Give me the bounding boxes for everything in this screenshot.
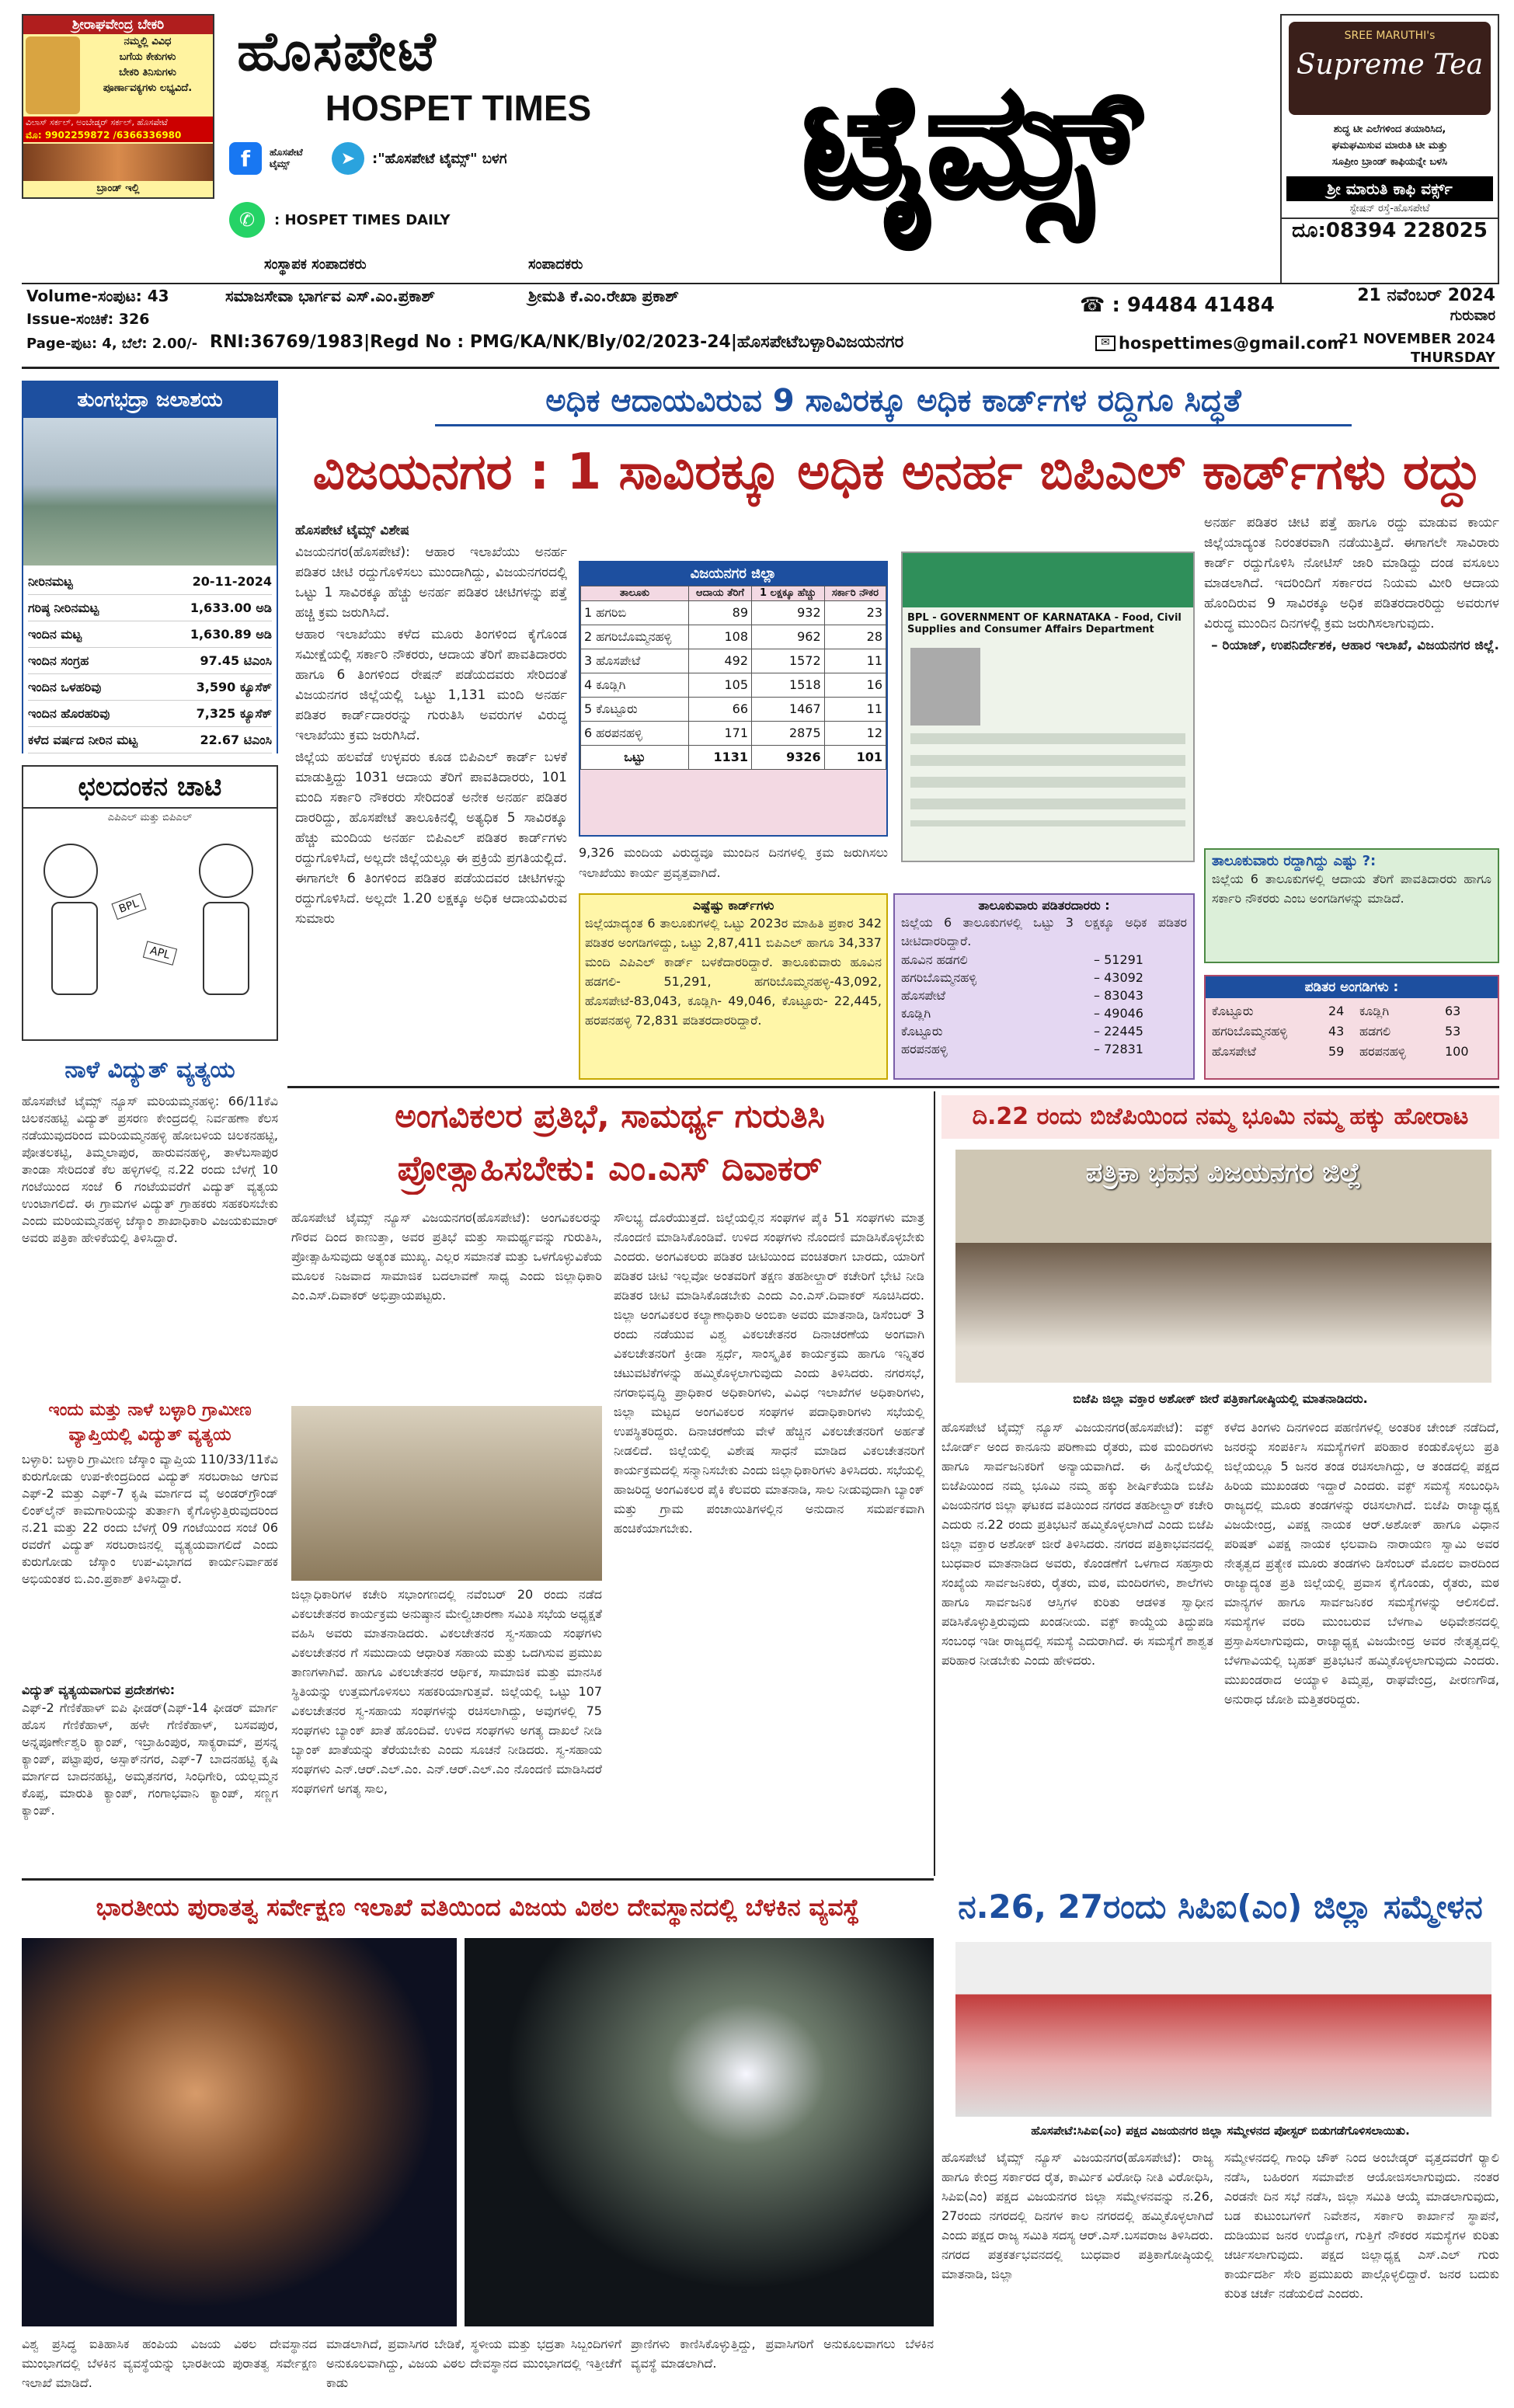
ad-bakery-phone: ಮೊ: 9902259872 /6366336980	[23, 129, 213, 142]
hampi-col3: ಪ್ರಾಣಿಗಳು ಕಾಣಿಸಿಕೊಳ್ಳುತ್ತಿದ್ದು, ಪ್ರವಾಸಿಗರಿಗೆ ಅನುಕೂಲವಾಗಲು ಬೆಳಕಿನ ವ್ಯವಸ್ಥೆ ಮಾಡಲಾಗಿದೆ.	[631, 2337, 934, 2371]
email-text[interactable]: hospettimes@gmail.com	[1119, 334, 1345, 353]
box-taluk-holders	[893, 893, 1195, 1080]
date-en: 21 NOVEMBER 2024	[1338, 331, 1495, 347]
taluk-holder-row	[901, 1040, 1187, 1058]
bpl-card-text: BPL - GOVERNMENT OF KARNATAKA - Food, Civil Supplies and Consumer Affairs Department	[907, 612, 1182, 635]
dam-level-value: 20-11-2024	[192, 574, 272, 589]
taluk-holder-row	[901, 1004, 1187, 1022]
disabled-title-1: ಅಂಗವಿಕಲರ ಪ್ರತಿಭೆ, ಸಾಮರ್ಥ್ಯ ಗುರುತಿಸಿ	[395, 1097, 825, 1135]
box-card-counts-body: ಜಿಲ್ಲೆಯಾದ್ಯಂತ 6 ತಾಲೂಕುಗಳಲ್ಲಿ ಒಟ್ಟು 2023ರ ಮಾಹಿತಿ ಪ್ರಕಾರ 342 ಪಡಿತರ ಅಂಗಡಿಗಳಿದ್ದು, ಒಟ್ಟು 2,87,411 ಬಿಪಿಎಲ್ ಹಾಗೂ 34,337 ಮಂದಿ ಎಪಿಎಲ್ ಕಾರ್ಡ್ ಬಳಕೆದಾರರಿದ್ದಾರೆ. ತಾಲೂಕುವಾರು ಹೂವಿನ ಹಡಗಲಿ- 51,291, ಹಗರಿಬೊಮ್ಮನಹಳ್ಳಿ-43,092, ಹೊಸಪೇಟೆ-83,043, ಕೂಡ್ಲಿಗಿ- 49,046, ಕೊಟ್ಟೂರು- 22,445, ಹರಪನಹಳ್ಳಿ 72,831 ಪಡಿತರದಾರರಿದ್ದಾರೆ.	[585, 916, 882, 1028]
table-row	[581, 649, 886, 673]
lead-byline: ಹೊಸಪೇಟೆ ಟೈಮ್ಸ್ ವಿಶೇಷ	[295, 523, 409, 538]
bellary-subhead: ವಿದ್ಯುತ್ ವ್ಯತ್ಯಯವಾಗುವ ಪ್ರದೇಶಗಳು:	[22, 1682, 176, 1697]
day-en: THURSDAY	[1411, 350, 1495, 366]
lead-table-box	[579, 561, 888, 837]
cartoon-box	[22, 765, 278, 1041]
bjp-col2: ಕಳೆದ ತಿಂಗಳು ದಿನಗಳಿಂದ ಪಹಣಿಗಳಲ್ಲಿ ಅಂತರಿಕ ಚೇಂಜ್ ನಡೆದಿದೆ, ಜನರನ್ನು ಸಂಪರ್ಕಿಸಿ ಸಮಸ್ಯೆಗಳಿಗೆ ಪರಿಹಾರ ಕಂಡುಕೊಳ್ಳಲು ಪ್ರತಿ ಜಿಲ್ಲೆಯಲ್ಲೂ 5 ಜನರ ತಂಡ ರಚಿಸಲಾಗಿದ್ದು, ಆ ತಂಡದಲ್ಲಿ ಪಕ್ಷದ ಹಿರಿಯ ಮುಖಂಡರು ಇದ್ದಾರೆ ಎಂದರು. ವಕ್ಫ್ ಸಮಸ್ಯೆ ಸಂಬಂಧಿಸಿ ರಾಜ್ಯದಲ್ಲಿ ಮೂರು ತಂಡಗಳನ್ನು ರಚಿಸಲಾಗಿದೆ. ಬಿಜೆಪಿ ರಾಜ್ಯಾಧ್ಯಕ್ಷ ವಿಜಯೇಂದ್ರ, ವಿಪಕ್ಷ ನಾಯಕ ಆರ್.ಅಶೋಕ್ ಹಾಗೂ ವಿಧಾನ ಪರಿಷತ್ ವಿಪಕ್ಷ ನಾಯಕ ಛಲವಾದಿ ನಾರಾಯಣ ಸ್ವಾಮಿ ಅವರ ನೇತೃತ್ವದ ಪ್ರತ್ಯೇಕ ಮೂರು ತಂಡಗಳು ಡಿಸೆಂಬರ್ ಮೊದಲ ವಾರದಿಂದ ರಾಜ್ಯಾದ್ಯಂತ ಪ್ರತಿ ಜಿಲ್ಲೆಯಲ್ಲಿ ಪ್ರವಾಸ ಕೈಗೊಂಡು, ರೈತರು, ಮಠ ಮಾನ್ಯಗಳ ಹಾಗೂ ಸಾರ್ವಜನಿಕರ ಸಮಸ್ಯೆಗಳನ್ನು ಆಲಿಸಲಿದೆ. ಸಮಸ್ಯೆಗಳ ವರದಿ ಮುಂಬರುವ ಬೆಳಗಾವಿ ಅಧಿವೇಶನದಲ್ಲಿ ಪ್ರಸ್ತಾಪಿಸಲಾಗುವುದು, ರಾಜ್ಯಾಧ್ಯಕ್ಷ ವಿಜಯೇಂದ್ರ ಅವರ ನೇತೃತ್ವದಲ್ಲಿ ಬೆಳಗಾವಿಯಲ್ಲಿ ಬೃಹತ್ ಪ್ರತಿಭಟನೆ ಹಮ್ಮಿಕೊಳ್ಳಲಾಗುವುದು ಎಂದರು. ಮುಖಂಡರಾದ ಅಯ್ಯಾಳಿ ತಿಮ್ಮಪ್ಪ, ರಾಘವೇಂದ್ರ, ಪೀರಣಗೌಡ, ಅನುರಾಧ ಜೋಶಿ ಮತ್ತಿತರರಿದ್ದರು.	[1224, 1420, 1499, 1707]
table-cell: 11	[824, 698, 886, 722]
ad-tea-logo	[1289, 22, 1491, 115]
table-cell: 89	[688, 601, 751, 625]
disabled-col1: ಜಿಲ್ಲಾಧಿಕಾರಿಗಳ ಕಚೇರಿ ಸಭಾಂಗಣದಲ್ಲಿ ನವೆಂಬರ್ 20 ರಂದು ನಡೆದ ವಿಕಲಚೇತನರ ಕಾರ್ಯಕ್ರಮ ಅನುಷ್ಠಾನ ಮೇಲ್ವಿಚಾರಣಾ ಸಮಿತಿ ಸಭೆಯ ಅಧ್ಯಕ್ಷತೆ ವಹಿಸಿ ಅವರು ಮಾತನಾಡಿದರು. ವಿಕಲಚೇತನರ ಸ್ವ-ಸಹಾಯ ಸಂಘಗಳು ವಿಕಲಚೇತನರ ಗೆ ಸಮುದಾಯ ಆಧಾರಿತ ಸಹಾಯ ಮತ್ತು ಒದಗಿಸುವ ಪ್ರಮುಖ ತಾಣಗಳಾಗಿವೆ. ಹಾಗೂ ವಿಕಲಚೇತನರ ಆರ್ಥಿಕ, ಸಾಮಾಜಿಕ ಮತ್ತು ಮಾನಸಿಕ ಸ್ಥಿತಿಯನ್ನು ಉತ್ತಮಗೊಳಿಸಲು ಸಹಕರಿಯಾಗುತ್ತವೆ. ಜಿಲ್ಲೆಯಲ್ಲಿ ಒಟ್ಟು 107 ವಿಕಲಚೇತನರ ಸ್ವ-ಸಹಾಯ ಸಂಘಗಳನ್ನು ರಚಿಸಲಾಗಿದ್ದು, ಅವುಗಳಲ್ಲಿ 75 ಸಂಘಗಳು ಬ್ಯಾಂಕ್ ಖಾತೆ ಹೊಂದಿವೆ. ಉಳಿದ ಸಂಘಗಳು ಅಗತ್ಯ ದಾಖಲೆ ನೀಡಿ ಬ್ಯಾಂಕ್ ಖಾತೆಯನ್ನು ತೆರೆಯಬೇಕು ಎಂದು ಸೂಚನೆ ನೀಡಿದರು. ಸ್ವ-ಸಹಾಯ ಸಂಘಗಳು ಎನ್.ಆರ್.ಎಲ್.ಎಂ. ಎನ್.ಆರ್.ಎಲ್.ಎಂ ನೊಂದಣಿ ಮಾಡಿಸಿದರೆ ಸಂಘಗಳಿಗೆ ಅಗತ್ಯ ಸಾಲ,	[291, 1587, 602, 1796]
issue: Issue-ಸಂಚಿಕೆ: 326	[26, 311, 150, 328]
ad-tea	[1280, 14, 1499, 284]
hampi-photo-2	[465, 1938, 934, 2326]
box-cancelled-title: ತಾಲೂಕುವಾರು ರದ್ದಾಗಿದ್ದು ಎಷ್ಟು ?:	[1212, 853, 1377, 869]
ad-tea-phone: ದೂ:08394 228025	[1282, 217, 1498, 243]
box-card-counts-title: ಎಷ್ಟೆಷ್ಟು ಕಾರ್ಡ್‌ಗಳು	[692, 898, 774, 913]
ration-shop-count: 24	[1328, 1004, 1345, 1018]
dam-level-row	[28, 674, 272, 701]
table-cell: 962	[752, 625, 825, 649]
bjp-photo	[955, 1150, 1491, 1383]
disabled-col2: ಸೌಲಭ್ಯ ದೊರೆಯುತ್ತದೆ. ಜಿಲ್ಲೆಯಲ್ಲಿನ ಸಂಘಗಳ ಪೈಕಿ 51 ಸಂಘಗಳು ಮಾತ್ರ ನೊಂದಣಿ ಮಾಡಿಸಿಕೊಂಡಿವೆ. ಉಳಿದ ಸಂಘಗಳು ನೊಂದಣಿ ಮಾಡಿಸಿಕೊಳ್ಳಬೇಕು ಎಂದರು. ಅಂಗವಿಕಲರು ಪಡಿತರ ಚೀಟಿಯಿಂದ ವಂಚಿತರಾಗ ಬಾರದು, ಯಾರಿಗೆ ಪಡಿತರ ಚೀಟಿ ಇಲ್ಲವೋ ಅಂತವರಿಗೆ ತಕ್ಷಣ ತಹಶೀಲ್ದಾರ್ ಕಚೇರಿಗೆ ಭೇಟಿ ನೀಡಿ ಪಡಿತರ ಚೀಟಿ ಮಾಡಿಸಿಕೊಡಬೇಕು ಎಂದು ಎಂ.ಎಸ್.ದಿವಾಕರ್ ಸೂಚಿಸಿದರು. ಜಿಲ್ಲಾ ಅಂಗವಿಕಲರ ಕಲ್ಯಾಣಾಧಿಕಾರಿ ಅಂಬಿಕಾ ಅವರು ಮಾತನಾಡಿ, ಡಿಸೆಂಬರ್ 3 ರಂದು ನಡೆಯುವ ವಿಶ್ವ ವಿಕಲಚೇತನರ ದಿನಾಚರಣೆಯ ಅಂಗವಾಗಿ ವಿಕಲಚೇತನರಿಗೆ ಕ್ರೀಡಾ ಸ್ಪರ್ಧೆ, ಸಾಂಸ್ಕೃತಿಕ ಕಾರ್ಯಕ್ರಮ ಹಾಗೂ ಇನ್ನಿತರ ಚಟುವಟಿಕೆಗಳನ್ನು ಹಮ್ಮಿಕೊಳ್ಳಲಾಗುವುದು ಎಂದು ತಿಳಿಸಿದರು. ನಗರಸಭೆ, ನಗರಾಭಿವೃದ್ಧಿ ಪ್ರಾಧಿಕಾರ ಅಧಿಕಾರಿಗಳು, ವಿವಿಧ ಇಲಾಖೆಗಳ ಅಧಿಕಾರಿಗಳು, ಜಿಲ್ಲಾ ಮಟ್ಟದ ಅಂಗವಿಕಲರ ಸಂಘಗಳ ಪದಾಧಿಕಾರಿಗಳು ಸಭೆಯಲ್ಲಿ ಉಪಸ್ಥಿತರಿದ್ದರು. ದಿನಾಚರಣೆಯ ವೇಳೆ ಹೆಚ್ಚಿನ ವಿಕಲಚೇತನರಿಗೆ ಅರ್ಹತೆ ನೀಡಲಿದೆ. ಜಿಲ್ಲೆಯಲ್ಲಿ ವಿಶೇಷ ಸಾಧನೆ ಮಾಡಿದ ವಿಕಲಚೇತನರಿಗೆ ಕಾರ್ಯಕ್ರಮದಲ್ಲಿ ಸನ್ಮಾನಿಸಬೇಕು ಎಂದು ಜಿಲ್ಲಾಧಿಕಾರಿಗಳು ತಿಳಿಸಿದರು. ಸಭೆಯಲ್ಲಿ ಹಾಜರಿದ್ದ ಅಂಗವಿಕಲರ ಪೈಕಿ ಕೆಲವರು ಮಾತನಾಡಿ, ಸಾಲ ನೀಡುವುದಾಗಿ ಬ್ಯಾಂಕ್ ಮತ್ತು ಗ್ರಾಮ ಪಂಚಾಯಿತಿಗಳಲ್ಲಿನ ಅನುದಾನ ಸಮರ್ಪಕವಾಗಿ ಹಂಚಿಕೆಯಾಗಬೇಕು.	[614, 1210, 924, 1536]
ration-shop-row	[1212, 1042, 1491, 1062]
taluk-name: ಹಗರಿಬೊಮ್ಮನಹಳ್ಳಿ	[901, 970, 977, 985]
power-cut-body: ಹೊಸಪೇಟೆ ಟೈಮ್ಸ್ ನ್ಯೂಸ್ ಮರಿಯಮ್ಮನಹಳ್ಳಿ: 66/11ಕೆವಿ ಚಿಲಕನಹಟ್ಟಿ ವಿದ್ಯುತ್ ಪ್ರಸರಣ ಕೇಂದ್ರದಲ್ಲಿ ನಿರ್ವಹಣಾ ಕೆಲಸ ನಡೆಯುವುದರಿಂದ ಮರಿಯಮ್ಮನಹಳ್ಳಿ ಹೋಬಳಿಯ ಚಿಲಕನಹಟ್ಟಿ, ಪೋತಲಕಟ್ಟಿ, ತಿಮ್ಮಲಾಪುರ, ಹಾರುವನಹಳ್ಳಿ, ತಾಳೆಬಸಾಪುರ ತಾಂಡಾ ಸೇರಿದಂತೆ ಕೆಲ ಹಳ್ಳಿಗಳಲ್ಲಿ ನ.22 ರಂದು ಬೆಳಗ್ಗೆ 10 ಗಂಟೆಯಿಂದ ಸಂಜೆ 6 ಗಂಟೆಯವರೆಗೆ ವಿದ್ಯುತ್ ವ್ಯತ್ಯಯ ಉಂಟಾಗಲಿದೆ. ಈ ಗ್ರಾಮಗಳ ವಿದ್ಯುತ್ ಗ್ರಾಹಕರು ಸಹಕರಿಸಬೇಕು ಎಂದು ಮರಿಯಮ್ಮನಹಳ್ಳಿ ಜೆಸ್ಕಾಂ ಶಾಖಾಧಿಕಾರಿ ವಿಜಯಕುಮಾರ್ ಅವರು ಪತ್ರಿಕಾ ಹೇಳಿಕೆಯಲ್ಲಿ ತಿಳಿಸಿದ್ದಾರೆ.	[22, 1094, 278, 1245]
dam-level-value: 97.45 ಟಿಎಂಸಿ	[200, 653, 272, 668]
lead-table	[580, 586, 886, 770]
ad-tea-brand-small: SREE MARUTHI's	[1344, 30, 1436, 42]
box-taluk-holders-title: ತಾಲೂಕುವಾರು ಪಡಿತರದಾರರು :	[978, 898, 1110, 913]
table-cell: 1518	[752, 673, 825, 698]
lead-bottom-rule	[287, 1086, 1499, 1088]
taluk-count: – 49046	[1094, 1006, 1143, 1021]
cartoon-caption: ಎಪಿಎಲ್ ಮತ್ತು ಬಿಪಿಎಲ್	[107, 812, 193, 823]
box-taluk-holders-list	[901, 951, 1187, 1058]
facebook-icon[interactable]: f	[229, 142, 262, 175]
table-cell: 5 ಕೊಟ್ಟೂರು	[581, 698, 689, 722]
header-bottom-rule	[22, 367, 1499, 369]
whatsapp-label: : HOSPET TIMES DAILY	[274, 211, 451, 228]
cpi-caption: ಹೊಸಪೇಟೆ:ಸಿಪಿಐ(ಎಂ) ಪಕ್ಷದ ವಿಜಯನಗರ ಜಿಲ್ಲಾ ಸಮ್ಮೇಳನದ ಪೋಸ್ಟರ್ ಬಿಡುಗಡೆಗೊಳಿಸಲಾಯಿತು.	[1031, 2124, 1410, 2138]
bjp-caption: ಬಿಜೆಪಿ ಜಿಲ್ಲಾ ವಕ್ತಾರ ಅಶೋಕ್ ಜೀರೆ ಪತ್ರಿಕಾಗೋಷ್ಠಿಯಲ್ಲಿ ಮಾತನಾಡಿದರು.	[1073, 1391, 1368, 1406]
bjp-photo-banner: ಪತ್ರಿಕಾ ಭವನ ವಿಜಯನಗರ ಜಿಲ್ಲೆ	[1085, 1157, 1362, 1188]
bellary-story	[22, 1398, 278, 1876]
bpl-card-image	[901, 552, 1195, 862]
taluk-name: ಕೂಡ್ಲಿಗಿ	[901, 1006, 931, 1021]
table-cell: 28	[824, 625, 886, 649]
hampi-col1: ವಿಶ್ವ ಪ್ರಸಿದ್ಧ ಐತಿಹಾಸಿಕ ಹಂಪಿಯ ವಿಜಯ ವಿಠಲ ದೇವಸ್ಥಾನದ ಮುಂಭಾಗದಲ್ಲಿ ಬೆಳಕಿನ ವ್ಯವಸ್ಥೆಯನ್ನು ಭಾರತೀಯ ಪುರಾತತ್ವ ಸರ್ವೇಕ್ಷಣ ಇಲಾಖೆ ಮಾಡಿದೆ.	[22, 2337, 317, 2390]
table-header-cell: ಸರ್ಕಾರಿ ನೌಕರ	[824, 586, 886, 601]
disabled-title-2: ಪ್ರೋತ್ಸಾಹಿಸಬೇಕು: ಎಂ.ಎಸ್ ದಿವಾಕರ್	[397, 1149, 823, 1188]
taluk-count: – 22445	[1094, 1024, 1143, 1039]
table-total-cell: 101	[824, 746, 886, 770]
telegram-icon[interactable]: ➤	[332, 142, 364, 175]
hampi-title: ಭಾರತೀಯ ಪುರಾತತ್ವ ಸರ್ವೇಕ್ಷಣ ಇಲಾಖೆ ವತಿಯಿಂದ ವಿಜಯ ವಿಠಲ ದೇವಸ್ಥಾನದಲ್ಲಿ ಬೆಳಕಿನ ವ್ಯವಸ್ಥೆ	[96, 1894, 860, 1922]
table-cell: 3 ಹೊಸಪೇಟೆ	[581, 649, 689, 673]
taluk-holder-row	[901, 969, 1187, 987]
table-total-row	[581, 746, 886, 770]
dam-level-value: 1,630.89 ಅಡಿ	[190, 627, 272, 642]
table-row	[581, 625, 886, 649]
day-kn: ಗುರುವಾರ	[1450, 308, 1495, 324]
dam-title: ತುಂಗಭದ್ರಾ ಜಲಾಶಯ	[23, 382, 277, 418]
table-cell: 2 ಹಗರಿಬೊಮ್ಮನಹಳ್ಳಿ	[581, 625, 689, 649]
cpi-title: ನ.26, 27ರಂದು ಸಿಪಿಐ(ಎಂ) ಜಿಲ್ಲಾ ಸಮ್ಮೇಳನ	[958, 1888, 1483, 1926]
table-cell: 4 ಕೂಡ್ಲಿಗಿ	[581, 673, 689, 698]
table-header-cell: 1 ಲಕ್ಷಕ್ಕೂ ಹೆಚ್ಚು	[752, 586, 825, 601]
taluk-count: – 72831	[1094, 1042, 1143, 1056]
dam-level-label: ಇಂದಿನ ಮಟ್ಟ	[28, 627, 82, 642]
ration-shop-count: 63	[1445, 1004, 1461, 1018]
box-ration-shops-list	[1212, 1001, 1491, 1062]
table-cell: 16	[824, 673, 886, 698]
cartoon-label-apl: APL	[143, 941, 177, 966]
editor-label: ಸಂಪಾದಕರು	[528, 256, 583, 273]
editor-name: ಶ್ರೀಮತಿ ಕೆ.ಎಂ.ರೇಖಾ ಪ್ರಕಾಶ್	[528, 287, 679, 305]
ad-bakery-line: ಬೇಕರಿ ತಿನಿಸುಗಳು	[119, 67, 176, 78]
cartoon-title: ಛಲದಂಕನ ಚಾಟಿ	[23, 767, 277, 809]
ad-tea-shop: ಶ್ರೀ ಮಾರುತಿ ಕಾಫಿ ವರ್ಕ್ಸ್	[1286, 176, 1493, 201]
table-cell: 108	[688, 625, 751, 649]
box-card-counts	[579, 893, 888, 1080]
taluk-name: ಕೊಟ್ಟೂರು	[901, 1024, 943, 1039]
table-row	[581, 722, 886, 746]
box-cancelled	[1204, 848, 1499, 963]
ad-bakery-tag: ಬ್ರಾಂಡ್ ಇಲ್ಲಿ	[96, 183, 140, 194]
ration-shop-taluk: ಹೊಸಪೇಟೆ	[1212, 1044, 1257, 1059]
dam-level-row	[28, 727, 272, 753]
lead-quote-by: – ರಿಯಾಜ್, ಉಪನಿರ್ದೇಶಕ, ಆಹಾರ ಇಲಾಖೆ, ವಿಜಯನಗರ ಜಿಲ್ಲೆ.	[1211, 638, 1499, 653]
lead-paragraph: ಆಹಾರ ಇಲಾಖೆಯು ಕಳೆದ ಮೂರು ತಿಂಗಳಿಂದ ಕೈಗೊಂಡ ಸಮೀಕ್ಷೆಯಲ್ಲಿ ಸರ್ಕಾರಿ ನೌಕರರು, ಆದಾಯ ತೆರಿಗೆ ಪಾವತಿದಾರರು ಹಾಗೂ 6 ತಿಂಗಳಿಂದ ರೇಷನ್ ಪಡೆಯದವರು ಸೇರಿದಂತೆ ವಿಜಯನಗರ ಜಿಲ್ಲೆಯಲ್ಲಿ ಒಟ್ಟು 1,131 ಮಂದಿ ಅನರ್ಹ ಪಡಿತರ ಕಾರ್ಡ್‌ದಾರರನ್ನು ಗುರುತಿಸಿ ಅವರುಗಳ ವಿರುದ್ಧ ಇಲಾಖೆಯು ಕ್ರಮ ಜರುಗಿಸಿದೆ.	[295, 627, 567, 743]
mail-icon: ✉	[1095, 336, 1115, 351]
cartoon-illustration	[28, 828, 272, 1014]
bpl-card-photo	[910, 648, 980, 726]
ration-shop-count: 53	[1445, 1024, 1461, 1039]
bjp-title: ದಿ.22 ರಂದು ಬಿಜೆಪಿಯಿಂದ ನಮ್ಮ ಭೂಮಿ ನಮ್ಮ ಹಕ್ಕು ಹೋರಾಟ	[941, 1095, 1499, 1139]
col-divider	[934, 1091, 935, 1876]
table-cell: 171	[688, 722, 751, 746]
box-taluk-holders-intro: ಜಿಲ್ಲೆಯ 6 ತಾಲೂಕುಗಳಲ್ಲಿ ಒಟ್ಟು 3 ಲಕ್ಷಕ್ಕೂ ಅಧಿಕ ಪಡಿತರ ಚೀಟಿದಾರರಿದ್ದಾರೆ.	[901, 915, 1187, 948]
power-cut-title: ನಾಳೆ ವಿದ್ಯುತ್ ವ್ಯತ್ಯಯ	[64, 1056, 235, 1084]
box-ration-shops	[1204, 975, 1499, 1080]
box-cancelled-body: ಜಿಲ್ಲೆಯ 6 ತಾಲೂಕುಗಳಲ್ಲಿ ಆದಾಯ ತೆರಿಗೆ ಪಾವತಿದಾರರು ಹಾಗೂ ಸರ್ಕಾರಿ ನೌಕರರು ಎಂಬ ಅಂಗಡಿಗಳನ್ನು ಮಾಡಿದೆ.	[1212, 872, 1491, 906]
table-cell: 1467	[752, 698, 825, 722]
ad-bakery-line: ನಮ್ಮಲ್ಲಿ ವಿವಿಧ	[124, 36, 172, 47]
social-row	[229, 140, 680, 177]
dam-level-label: ಕಳೆದ ವರ್ಷದ ನೀರಿನ ಮಟ್ಟ	[28, 732, 138, 747]
dam-level-row	[28, 595, 272, 621]
taluk-count: – 43092	[1094, 970, 1143, 985]
ad-tea-line: ಶುದ್ಧ ಟೀ ಎಲೆಗಳಿಂದ ತಯಾರಿಸಿದ,	[1333, 124, 1446, 135]
ration-shop-taluk: ಹಗರಿಬೊಮ್ಮನಹಳ್ಳಿ	[1212, 1024, 1288, 1039]
table-cell: 6 ಹರಪನಹಳ್ಳಿ	[581, 722, 689, 746]
table-cell: 23	[824, 601, 886, 625]
table-cell: 12	[824, 722, 886, 746]
lead-right-column	[1204, 513, 1499, 839]
cartoon-label-bpl: BPL	[111, 893, 146, 920]
bellary-body2: ಎಫ್-2 ಗೆಣಿಕೆಹಾಳ್ ಐಪಿ ಫೀಡರ್(ಎಫ್-14 ಫೀಡರ್ ಮಾರ್ಗ ಹೊಸ ಗೆಣಿಕೆಹಾಳ್, ಹಳೇ ಗೆಣಿಕೆಹಾಳ್, ಬಸವಪುರ, ಅನ್ನಪೂರ್ಣೇಶ್ವರಿ ಕ್ಯಾಂಪ್, ಇಬ್ರಾಹಿಂಪುರ, ಸಾಕ್ಯರಾಮ್, ಪ್ರಸನ್ನ ಕ್ಯಾಂಪ್, ಪಟ್ಟಾಪುರ, ಅಸ್ಪಾಕ್‌ನಗರ, ಎಫ್-7 ಬಾದನಹಟ್ಟಿ ಕೃಷಿ ಮಾರ್ಗದ ಬಾದನಹಟ್ಟಿ, ಅಮೃತನಗರ, ಸಿಂಧಿಗೇರಿ, ಯಲ್ಲಮ್ಮನ ಕೊಪ್ಪ, ಮಾರುತಿ ಕ್ಯಾಂಪ್, ಗಂಗಾಭವಾನಿ ಕ್ಯಾಂಪ್, ಸಣ್ಣಗ ಕ್ಯಾಂಪ್.	[22, 1700, 278, 1818]
ad-bakery-line: ಬಗೆಯ ಕೇಕುಗಳು	[119, 51, 176, 63]
lead-under-table: 9,326 ಮಂದಿಯ ವಿರುದ್ಧವೂ ಮುಂದಿನ ದಿನಗಳಲ್ಲಿ ಕ್ರಮ ಜರುಗಿಸಲು ಇಲಾಖೆಯು ಕಾರ್ಯ ಪ್ರವೃತ್ತವಾಗಿದೆ.	[579, 845, 888, 880]
dam-level-label: ಇಂದಿನ ಸಂಗ್ರಹ	[28, 653, 89, 668]
ration-shop-count: 59	[1328, 1044, 1345, 1059]
disabled-intro: ಹೊಸಪೇಟೆ ಟೈಮ್ಸ್ ನ್ಯೂಸ್ ವಿಜಯನಗರ(ಹೊಸಪೇಟೆ): ಅಂಗವಿಕಲರನ್ನು ಗೌರವ ದಿಂದ ಕಾಣುತ್ತಾ, ಅವರ ಪ್ರತಿಭೆ ಮತ್ತು ಸಾಮರ್ಥ್ಯವನ್ನು ಗುರುತಿಸಿ, ಪ್ರೋತ್ಸಾಹಿಸುವುದು ಅತ್ಯಂತ ಮುಖ್ಯ. ಎಲ್ಲರ ಸಮಾನತೆ ಮತ್ತು ಒಳಗೊಳ್ಳುವಿಕೆಯ ಮೂಲಕ ನಿಜವಾದ ಸಾಮಾಜಿಕ ಬದಲಾವಣೆ ಸಾಧ್ಯ ಎಂದು ಜಿಲ್ಲಾಧಿಕಾರಿ ಎಂ.ಎಸ್.ದಿವಾಕರ್ ಅಭಿಪ್ರಾಯಪಟ್ಟರು.	[291, 1210, 602, 1303]
table-total-cell: ಒಟ್ಟು	[581, 746, 689, 770]
ration-shop-row	[1212, 1021, 1491, 1042]
taluk-count: – 51291	[1094, 952, 1143, 967]
founder-label: ಸಂಸ್ಥಾಪಕ ಸಂಪಾದಕರು	[264, 256, 367, 273]
ad-bakery-cake-image	[23, 144, 213, 181]
table-cell: 66	[688, 698, 751, 722]
ration-shop-taluk: ಹಡಗಲಿ	[1359, 1024, 1391, 1039]
dam-level-value: 1,633.00 ಅಡಿ	[190, 600, 272, 615]
ad-bakery-deity-image	[26, 37, 80, 114]
dam-level-value: 7,325 ಕ್ಯೂಸೆಕ್	[196, 706, 272, 721]
bellary-title: ಇಂದು ಮತ್ತು ನಾಳೆ ಬಳ್ಳಾರಿ ಗ್ರಾಮೀಣ ವ್ಯಾಪ್ತಿಯಲ್ಲಿ ವಿದ್ಯುತ್ ವ್ಯತ್ಯಯ	[48, 1401, 252, 1445]
ration-shop-taluk: ಹರಪನಹಳ್ಳಿ	[1359, 1044, 1406, 1059]
whatsapp-row	[229, 202, 664, 238]
table-cell: 11	[824, 649, 886, 673]
disabled-meeting-photo	[291, 1406, 602, 1581]
bpl-card-header	[903, 553, 1193, 607]
table-cell: 105	[688, 673, 751, 698]
dam-photo	[23, 418, 277, 565]
ration-shop-row	[1212, 1001, 1491, 1021]
phone: ☎ : 94484 41484	[1080, 294, 1275, 317]
taluk-holder-row	[901, 1022, 1187, 1040]
bjp-col1: ಹೊಸಪೇಟೆ ಟೈಮ್ಸ್ ನ್ಯೂಸ್ ವಿಜಯನಗರ(ಹೊಸಪೇಟೆ): ವಕ್ಫ್ ಬೋರ್ಡ್ ಅಂದ ಕಾನೂನು ಪರಿಣಾಮ ರೈತರು, ಮಠ ಮಂದಿರಗಳು ಹಾಗೂ ಸಾರ್ವಜನಿಕರಿಗೆ ಅನ್ಯಾಯವಾಗಿದೆ. ಈ ಹಿನ್ನೆಲೆಯಲ್ಲಿ ಬಿಜೆಪಿಯಿಂದ ನಮ್ಮ ಭೂಮಿ ನಮ್ಮ ಹಕ್ಕು ಶೀರ್ಷಿಕೆಯಡಿ ಬಿಜೆಪಿ ವಿಜಯನಗರ ಜಿಲ್ಲಾ ಘಟಕದ ವತಿಯಿಂದ ನಗರದ ತಹಶೀಲ್ದಾರ್ ಕಚೇರಿ ಎದುರು ನ.22 ರಂದು ಪ್ರತಿಭಟನೆ ಹಮ್ಮಿಕೊಳ್ಳಲಾಗಿದೆ ಎಂದು ಬಿಜೆಪಿ ಜಿಲ್ಲಾ ವಕ್ತಾರ ಅಶೋಕ್ ಜೀರೆ ತಿಳಿಸಿದರು. ನಗರದ ಪತ್ರಿಕಾಭವನದಲ್ಲಿ ಬುಧವಾರ ಮಾತನಾಡಿದ ಅವರು, ಕೊಂಡಣೆಗೆ ಒಳಗಾದ ಸಹಸ್ರಾರು ಸಂಖ್ಯೆಯ ಸಾರ್ವಜನಿಕರು, ರೈತರು, ಮಠ, ಮಂದಿರಗಳು, ಶಾಲೆಗಳು ಹಾಗೂ ಸಾರ್ವಜನಿಕ ಆಸ್ತಿಗಳ ಕುರಿತು ಆಡಳಿತ ಸ್ವಾಧೀನ ಪಡಿಸಿಕೊಳ್ಳುತ್ತಿರುವುದು ಖಂಡನೀಯ. ವಕ್ಫ್ ಕಾಯ್ದೆಯ ತಿದ್ದುಪಡಿ ಸಂಬಂಧ ಇಡೀ ರಾಜ್ಯದಲ್ಲಿ ಸಮಸ್ಯೆ ಎದುರಾಗಿದೆ. ಈ ಸಮಸ್ಯೆಗೆ ಶಾಶ್ವತ ಪರಿಹಾರ ನೀಡಬೇಕು ಎಂದು ಹೇಳಿದರು.	[941, 1420, 1213, 1668]
ration-shop-taluk: ಕೊಟ್ಟೂರು	[1212, 1004, 1254, 1018]
table-header-cell: ತಾಲೂಕು	[581, 586, 689, 601]
volume: Volume-ಸಂಪುಟ: 43	[26, 287, 169, 305]
ad-tea-line: ಸೂಪ್ರೀಂ ಬ್ರಾಂಡ್ ಕಾಫಿಯನ್ನೇ ಬಳಸಿ	[1331, 156, 1448, 168]
dam-level-value: 3,590 ಕ್ಯೂಸೆಕ್	[196, 680, 272, 694]
ration-shop-count: 100	[1445, 1044, 1469, 1059]
table-row	[581, 698, 886, 722]
table-cell: 492	[688, 649, 751, 673]
table-row	[581, 673, 886, 698]
lead-column-1	[295, 520, 567, 1072]
table-cell: 1 ಹಗರಿಬಿ	[581, 601, 689, 625]
lead-table-title: ವಿಜಯನಗರ ಜಿಲ್ಲಾ	[580, 562, 886, 586]
table-total-cell: 1131	[688, 746, 751, 770]
ad-bakery-line: ಪೂರ್ಣಾವಕ್ಯಗಳು ಲಭ್ಯವಿದೆ.	[103, 82, 193, 94]
dam-level-label: ಇಂದಿನ ಹೊರಹರಿವು	[28, 706, 110, 721]
ad-bakery	[22, 14, 214, 199]
taluk-count: – 83043	[1094, 988, 1143, 1003]
dam-level-row	[28, 621, 272, 648]
lead-official-quote: ಅನರ್ಹ ಪಡಿತರ ಚೀಟಿ ಪತ್ತೆ ಹಾಗೂ ರದ್ದು ಮಾಡುವ ಕಾರ್ಯ ಜಿಲ್ಲೆಯಾದ್ಯಂತ ನಿರಂತರವಾಗಿ ನಡೆಯುತ್ತಿದೆ. ಈಗಾಗಲೇ ಸಾವಿರಾರು ಕಾರ್ಡ್ ರದ್ದುಗೊಳಿಸಿ ನೋಟಿಸ್ ಜಾರಿ ಮಾಡಿದ್ದು ದಂಡ ವಸೂಲು ಮಾಡಲಾಗಿದೆ. ಇದರಿಂದಿಗೆ ಸರ್ಕಾರದ ನಿಯಮ ಮೀರಿ ಆದಾಯ ಹೊಂದಿರುವ 9 ಸಾವಿರಕ್ಕೂ ಅಧಿಕ ಪಡಿತರದಾರರಿದ್ದು ಅವರುಗಳ ವಿರುದ್ಧ ಮುಂದಿನ ದಿನಗಳಲ್ಲಿ ಕ್ರಮ ಜರುಗಿಸಲಾಗುವುದು.	[1204, 515, 1499, 632]
dam-level-label: ಇಂದಿನ ಒಳಹರಿವು	[28, 680, 102, 694]
lead-paragraph: ವಿಜಯನಗರ(ಹೊಸಪೇಟೆ): ಆಹಾರ ಇಲಾಖೆಯು ಅನರ್ಹ ಪಡಿತರ ಚೀಟಿ ರದ್ದುಗೊಳಿಸಲು ಮುಂದಾಗಿದ್ದು, ವಿಜಯನಗರದಲ್ಲಿ ಒಟ್ಟು 1 ಸಾವಿರಕ್ಕೂ ಹೆಚ್ಚು ಅನರ್ಹ ಪಡಿತರ ಚೀಟಿಗಳನ್ನು ಪತ್ತೆ ಹಚ್ಚಿ ಕ್ರಮ ಜರುಗಿಸಿದೆ.	[295, 545, 567, 621]
bellary-body: ಬಳ್ಳಾರಿ: ಬಳ್ಳಾರಿ ಗ್ರಾಮೀಣ ಜೆಸ್ಕಾಂ ವ್ಯಾಪ್ತಿಯ 110/33/11ಕೆವಿ ಕುರುಗೋಡು ಉಪ-ಕೇಂದ್ರದಿಂದ ವಿದ್ಯುತ್ ಸರಬರಾಜು ಆಗುವ ಎಫ್-2 ಮತ್ತು ಎಫ್-7 ಕೃಷಿ ಮಾರ್ಗದ ವೈ ಅಂಡರ್‌ಗ್ರೌಂಡ್ ಲಿಂಕ್‌ಲೈನ್ ಕಾಮಗಾರಿಯನ್ನು ತುರ್ತಾಗಿ ಕೈಗೊಳ್ಳುತ್ತಿರುವುದರಿಂದ ನ.21 ಮತ್ತು 22 ರಂದು ಬೆಳಗ್ಗೆ 09 ಗಂಟೆಯಿಂದ ಸಂಜೆ 06 ರವರೆಗೆ ವಿದ್ಯುತ್ ಸರಬರಾಜಿನಲ್ಲಿ ವ್ಯತ್ಯಯವಾಗಲಿದೆ ಎಂದು ಕುರುಗೋಡು ಜೆಸ್ಕಾಂ ಉಪ-ವಿಭಾಗದ ಕಾರ್ಯನಿರ್ವಾಹಕ ಅಭಿಯಂತರ ಬಿ.ಎಂ.ಪ್ರಕಾಶ್ ತಿಳಿಸಿದ್ದಾರೆ.	[22, 1452, 278, 1586]
date-kn: 21 ನವೆಂಬರ್ 2024	[1357, 286, 1495, 305]
cpi-col1: ಹೊಸಪೇಟೆ ಟೈಮ್ಸ್ ನ್ಯೂಸ್ ವಿಜಯನಗರ(ಹೊಸಪೇಟೆ): ರಾಜ್ಯ ಹಾಗೂ ಕೇಂದ್ರ ಸರ್ಕಾರದ ರೈತ, ಕಾರ್ಮಿಕ ವಿರೋಧಿ ನೀತಿ ವಿರೋಧಿಸಿ, ಸಿಪಿಐ(ಎಂ) ಪಕ್ಷದ ವಿಜಯನಗರ ಜಿಲ್ಲಾ ಸಮ್ಮೇಳನವನ್ನು ನ.26, 27ರಂದು ನಗರದಲ್ಲಿ ದಿನಗಳ ಕಾಲ ನಗರದಲ್ಲಿ ಹಮ್ಮಿಕೊಳ್ಳಲಾಗಿದೆ ಎಂದು ಪಕ್ಷದ ರಾಜ್ಯ ಸಮಿತಿ ಸದಸ್ಯ ಆರ್.ಎಸ್.ಬಸವರಾಜ ತಿಳಿಸಿದರು. ನಗರದ ಪತ್ರಕರ್ತಭವನದಲ್ಲಿ ಬುಧವಾರ ಪತ್ರಿಕಾಗೋಷ್ಠಿಯಲ್ಲಿ ಮಾತನಾಡಿ, ಜಿಲ್ಲಾ	[941, 2150, 1213, 2281]
lead-headline: ವಿಜಯನಗರ : 1 ಸಾವಿರಕ್ಕೂ ಅಧಿಕ ಅನರ್ಹ ಬಿಪಿಎಲ್ ಕಾರ್ಡ್‌ಗಳು ರದ್ದು	[312, 444, 1482, 501]
lead-paragraph: ಜಿಲ್ಲೆಯ ಹಲವೆಡೆ ಉಳ್ಳವರು ಕೂಡ ಬಿಪಿಎಲ್ ಕಾರ್ಡ್ ಬಳಕೆ ಮಾಡುತ್ತಿದ್ದು 1031 ಆದಾಯ ತೆರಿಗೆ ಪಾವತಿದಾರರು, 101 ಮಂದಿ ಸರ್ಕಾರಿ ನೌಕರರು ಸೇರಿದಂತೆ ಅನೇಕ ಅನರ್ಹ ಪಡಿತರ ದಾರರಿದ್ದು, ಹೊಸಪೇಟೆ ತಾಲೂಕಿನಲ್ಲಿ ಅತ್ಯಧಿಕ 5 ಸಾವಿರಕ್ಕೂ ಹೆಚ್ಚು ಮಂದಿಯ ಅನರ್ಹ ಬಿಪಿಎಲ್ ಪಡಿತರ ಕಾರ್ಡ್‌ಗಳು ರದ್ದುಗೊಳಿಸಿದೆ, ಅಲ್ಲದೇ ಜಿಲ್ಲೆಯಲ್ಲೂ ಈ ಪ್ರಕ್ರಿಯೆ ಪ್ರಗತಿಯಲ್ಲಿದೆ. ಈಗಾಗಲೇ 6 ತಿಂಗಳಿಂದ ಪಡಿತರ ಪಡೆಯದವರ ಚೀಟಿಗಳನ್ನು ರದ್ದುಗೊಳಿಸಿದೆ. ಅಲ್ಲದೇ 1.20 ಲಕ್ಷಕ್ಕೂ ಅಧಿಕ ಆದಾಯವಿರುವ ಸುಮಾರು	[295, 750, 567, 927]
dam-level-label: ಗರಿಷ್ಠ ನೀರಿನಮಟ್ಟ	[28, 600, 99, 615]
dam-levels	[23, 565, 277, 757]
registration: RNI:36769/1983|Regd No : PMG/KA/NK/Bly/02/2023-24|ಹೊಸಪೇಟೆಬಳ್ಳಾರಿವಿಜಯನಗರ	[210, 332, 904, 352]
table-cell: 2875	[752, 722, 825, 746]
cpi-photo	[955, 1942, 1491, 2117]
taluk-name: ಹರಪನಹಳ್ಳಿ	[901, 1042, 948, 1056]
telegram-label: :"ಹೊಸಪೇಟೆ ಟೈಮ್ಸ್" ಬಳಗ	[372, 150, 507, 167]
table-header-cell: ಆದಾಯ ತೆರಿಗೆ	[688, 586, 751, 601]
ad-tea-brand: Supreme Tea	[1296, 49, 1484, 81]
taluk-holder-row	[901, 951, 1187, 969]
ration-shop-count: 43	[1328, 1024, 1345, 1039]
table-total-cell: 9326	[752, 746, 825, 770]
ad-bakery-title: ಶ್ರೀರಾಘವೇಂದ್ರ ಬೇಕರಿ	[23, 16, 213, 34]
taluk-name: ಹೂವಿನ ಹಡಗಲಿ	[901, 952, 968, 967]
hampi-top-rule	[22, 1878, 934, 1881]
facebook-label: ಹೊಸಪೇಟೆ ಟೈಮ್ಸ್	[270, 147, 303, 169]
pages-price: Page-ಪುಟ: 4, ಬೆಲೆ: 2.00/-	[26, 336, 198, 352]
lead-kicker: ಅಧಿಕ ಆದಾಯವಿರುವ 9 ಸಾವಿರಕ್ಕೂ ಅಧಿಕ ಕಾರ್ಡ್‌ಗಳ ರದ್ದಿಗೂ ಸಿದ್ಧತೆ	[435, 378, 1352, 426]
masthead-small: ಹೊಸಪೇಟೆ	[237, 19, 437, 83]
dam-box	[22, 381, 278, 753]
table-cell: 932	[752, 601, 825, 625]
power-cut-story	[22, 1053, 278, 1394]
taluk-name: ಹೊಸಪೇಟೆ	[901, 988, 946, 1003]
cpi-col2: ಸಮ್ಮೇಳನದಲ್ಲಿ ಗಾಂಧಿ ಚೌಕ್ ನಿಂದ ಅಂಬೇಡ್ಕರ್ ವೃತ್ತದವರೆಗೆ ರ್‍ಯಾಲಿ ನಡೆಸಿ, ಬಹಿರಂಗ ಸಮಾವೇಶ ಆಯೋಜಿಸಲಾಗುವುದು. ನಂತರ ಎರಡನೇ ದಿನ ಸಭೆ ನಡೆಸಿ, ಜಿಲ್ಲಾ ಸಮಿತಿ ಆಯ್ಕೆ ಮಾಡಲಾಗುವುದು, ಬಡ ಕುಟುಂಬಗಳಿಗೆ ನಿವೇಶನ, ಸರ್ಕಾರಿ ಕಾರ್ಖಾನೆ ಸ್ಥಾಪನೆ, ದುಡಿಯುವ ಜನರ ಉದ್ಯೋಗ, ಗುತ್ತಿಗೆ ನೌಕರರ ಸಮಸ್ಯೆಗಳ ಕುರಿತು ಚರ್ಚಿಸಲಾಗುವುದು. ಪಕ್ಷದ ಜಿಲ್ಲಾಧ್ಯಕ್ಷ ಎಸ್.ಎಲ್ ಗುರು ಕಾರ್ಯದರ್ಶಿ ಸೇರಿ ಪ್ರಮುಖರು ಪಾಲ್ಗೊಳ್ಳಲಿದ್ದಾರೆ. ಜನರ ಬದುಕು ಕುರಿತ ಚರ್ಚೆ ನಡೆಯಲಿದೆ ಎಂದರು.	[1224, 2150, 1499, 2301]
dam-level-row	[28, 648, 272, 674]
hampi-col2: ಮಾಡಲಾಗಿದೆ, ಪ್ರವಾಸಿಗರ ಬೇಡಿಕೆ, ಸ್ಥಳೀಯ ಮತ್ತು ಭದ್ರತಾ ಸಿಬ್ಬಂದಿಗಳಿಗೆ ಅನುಕೂಲವಾಗಿದ್ದು, ವಿಜಯ ವಿಠಲ ದೇವಸ್ಥಾನದ ಮುಂಭಾಗದಲ್ಲಿ ಇತ್ತೀಚೆಗೆ ಕಾಡು	[326, 2337, 621, 2390]
ad-tea-address: ಸ್ಟೇಷನ್ ರಸ್ತೆ-ಹೊಸಪೇಟೆ	[1349, 203, 1430, 214]
ad-bakery-address: ವಿಲಾಸ್‌ ಸರ್ಕಲ್, ಅಂಬೇಡ್ಕರ್ ಸರ್ಕಲ್, ಹೊಸಪೇಟೆ	[23, 117, 213, 129]
masthead-big: ಟೈಮ್ಸ್	[802, 51, 1140, 232]
founder-name: ಸಮಾಜಸೇವಾ ಭಾರ್ಗವ ಎಸ್.ಎಂ.ಪ್ರಕಾಶ್	[225, 287, 435, 305]
dam-level-row	[28, 701, 272, 727]
taluk-holder-row	[901, 987, 1187, 1004]
hampi-photo-1	[22, 1938, 457, 2326]
masthead-en: HOSPET TIMES	[325, 88, 592, 128]
table-cell: 1572	[752, 649, 825, 673]
ad-tea-line: ಘಮಘಮಿಸುವ ಮಾರುತಿ ಟೀ ಮತ್ತು	[1331, 140, 1448, 151]
box-ration-shops-title: ಪಡಿತರ ಅಂಗಡಿಗಳು :	[1206, 976, 1498, 998]
table-row	[581, 601, 886, 625]
dam-level-value: 22.67 ಟಿಎಂಸಿ	[200, 732, 272, 747]
dam-level-label: ನೀರಿನಮಟ್ಟ	[28, 574, 73, 589]
ration-shop-taluk: ಕೂಡ್ಲಿಗಿ	[1359, 1004, 1390, 1018]
whatsapp-icon[interactable]: ✆	[229, 202, 265, 238]
dam-level-row	[28, 569, 272, 595]
